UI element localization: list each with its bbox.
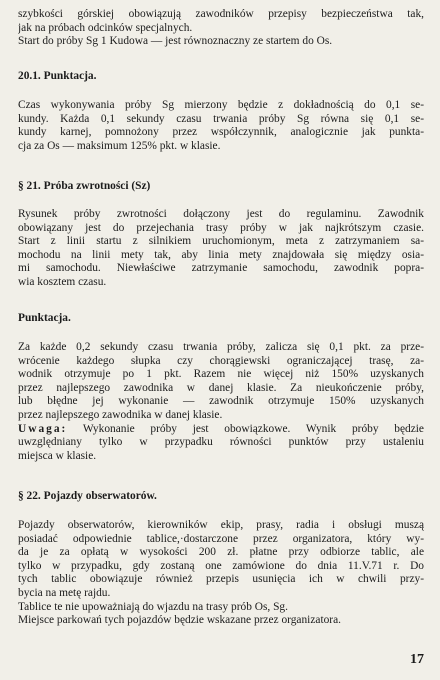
text-line: bycia na metę rajdu. bbox=[18, 586, 111, 599]
text-line: Tablice te nie upoważniają do wjazdu na trasy prób Os, Sg. bbox=[18, 600, 288, 613]
text-line: Czas wykonywania próby Sg mierzony będzie z dokładnością do 0,1 se- bbox=[18, 99, 424, 111]
text-line: Start do próby Sg 1 Kudowa — jest równoznaczny ze startem do Os. bbox=[18, 35, 333, 48]
text-line: obowiązany jest do przejechania trasy próby w jak najkrótszym czasie. bbox=[18, 221, 424, 234]
uwaga-text: Wykonanie próby jest obowiązkowe. Wynik próby będzie bbox=[67, 422, 424, 435]
text-line: tylko w przypadku, gdy zostaną one zamówione do dnia 11.V.71 r. Do bbox=[18, 559, 424, 572]
paragraph-20-1 bbox=[18, 99, 424, 153]
paragraph-22 bbox=[18, 519, 424, 628]
uwaga-line bbox=[18, 423, 424, 437]
text-line: wodnik otrzymuje po 1 pkt. Razem nie więcej niż 150% uzyskanych bbox=[18, 368, 424, 381]
section-heading-21: § 21. Próba zwrotności (Sz) bbox=[18, 180, 151, 192]
text-line: mochodu na linii mety tak, aby linia mety znajdowała się między osia- bbox=[18, 248, 424, 261]
text-line: Rysunek próby zwrotności dołączony jest do regulaminu. Zawodnik bbox=[18, 208, 424, 220]
intro-paragraph bbox=[18, 8, 424, 49]
text-line: mi samochodu. Niewłaściwe zatrzymanie samochodu, zawodnik popra- bbox=[18, 262, 424, 275]
text-line: jak na próbach odcinków specjalnych. bbox=[18, 21, 193, 34]
paragraph-punktacja bbox=[18, 341, 424, 463]
text-line: posiadać odpowiednie tablice,·dostarczone przez organizatora, który wy- bbox=[18, 532, 424, 545]
text-line: da je za opłatą w wysokości 200 zł. płatne przy odbiorze tablic, ale bbox=[18, 546, 424, 559]
text-line: wia kosztem czasu. bbox=[18, 275, 107, 288]
text-line: tych tablic obowiązuje również przepis usunięcia ich w chwili przy- bbox=[18, 573, 424, 586]
text-line: wrócenie każdego słupka czy chorągiewski ograniczającej trasę, za- bbox=[18, 354, 424, 367]
text-line: szybkości górskiej obowiązują zawodników przepisy bezpieczeństwa tak, bbox=[18, 8, 424, 20]
section-heading-punktacja: Punktacja. bbox=[18, 312, 71, 324]
page-number: 17 bbox=[410, 652, 424, 667]
section-heading-22: § 22. Pojazdy obserwatorów. bbox=[18, 490, 157, 502]
text-line: uwzględniany tylko w przypadku równości punktów przy ustaleniu bbox=[18, 436, 424, 449]
text-line: miejsca w klasie. bbox=[18, 449, 97, 462]
text-line: przez najlepszego zawodnika w danej klasie. Za nieukończenie próby, bbox=[18, 381, 424, 394]
text-line: cja za Os — maksimum 125% pkt. w klasie. bbox=[18, 139, 221, 152]
paragraph-21 bbox=[18, 208, 424, 290]
text-line: kundy. Każda 0,1 sekundy czasu trwania próby Sg równa się 0,1 se- bbox=[18, 112, 424, 125]
text-line: kundy karnej, pomnożony przez współczynnik, analogicznie jak punkta- bbox=[18, 126, 424, 139]
section-heading-20-1: 20.1. Punktacja. bbox=[18, 70, 97, 82]
text-line: Za każde 0,2 sekundy czasu trwania próby, zalicza się 0,1 pkt. za prze- bbox=[18, 341, 424, 353]
text-line: Start z linii startu z silnikiem uruchomionym, meta z zatrzymaniem sa- bbox=[18, 235, 424, 248]
text-line: Miejsce parkowań tych pojazdów będzie wskazane przez organizatora. bbox=[18, 614, 342, 627]
text-line: lub błędne jej wykonanie — zawodnik otrzymuje 150% uzyskanych bbox=[18, 395, 424, 408]
text-line: Pojazdy obserwatorów, kierowników ekip, prasy, radia i obsługi muszą bbox=[18, 519, 424, 531]
uwaga-label: Uwaga: bbox=[18, 422, 68, 435]
text-line: przez najlepszego zawodnika w danej klasie. bbox=[18, 408, 223, 421]
